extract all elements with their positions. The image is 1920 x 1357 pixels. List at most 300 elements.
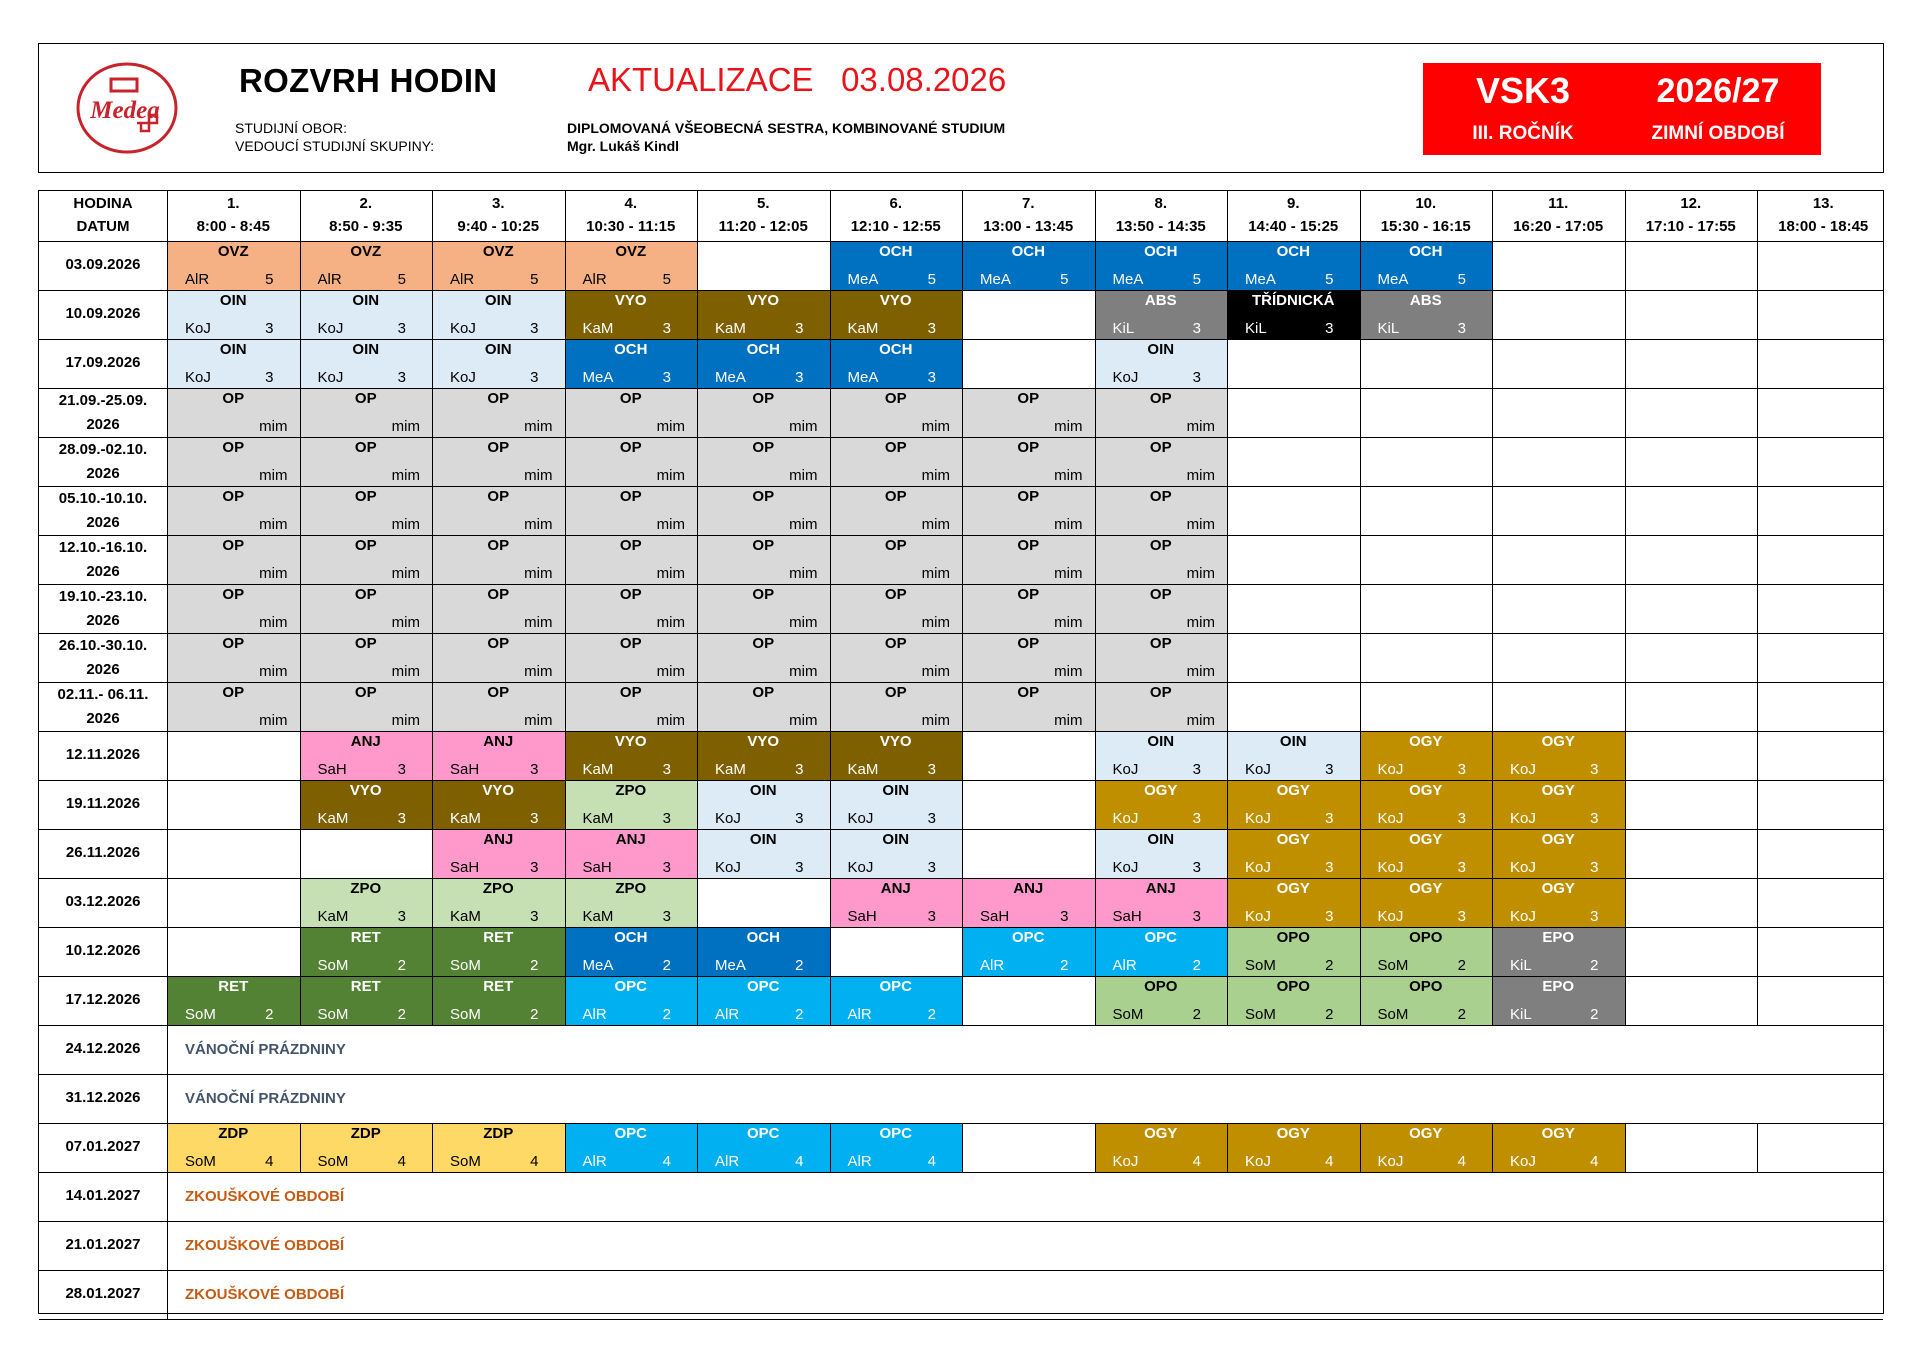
subject-code: OGY [1409,880,1443,897]
lesson-cell [300,878,433,927]
subject-code: OPC [746,1125,780,1142]
subject-code: OP [1149,439,1172,456]
date-line: 07.01.2027 [65,1138,141,1155]
teacher-code: KiL [1377,320,1400,337]
row-date [39,792,167,816]
hours-count: 3 [1192,369,1201,386]
subject-code: OIN [352,292,380,309]
location-note: mim [391,712,420,729]
lesson-cell [300,486,433,535]
period-time: 18:00 - 18:45 [1778,218,1869,235]
lesson-cell [565,829,698,878]
hours-count: 4 [1457,1153,1466,1170]
column-divider [1095,1123,1096,1172]
subject-code: OP [354,684,377,701]
date-line: 2026 [86,563,120,580]
period-number: 1. [226,195,240,212]
subject-code: RET [218,978,249,995]
location-note: mim [259,516,288,533]
subject-code: OP [752,586,775,603]
hours-count: 3 [530,859,539,876]
subject-code: OP [222,537,245,554]
date-line: 12.10.-16.10. [58,539,148,556]
hours-count: 3 [1192,859,1201,876]
teacher-code: KoJ [1112,810,1139,827]
row-divider [39,731,1883,732]
teacher-code: SoM [1245,1006,1276,1023]
lesson-cell [432,535,565,584]
location-note: mim [789,614,818,631]
date-line: 2026 [86,612,120,629]
row-date [39,487,167,535]
hours-count: 3 [927,908,936,925]
hours-count: 2 [1590,1006,1599,1023]
hours-count: 3 [265,369,274,386]
location-note: mim [1186,418,1215,435]
lesson-cell [432,437,565,486]
column-divider [1492,191,1493,1025]
lesson-cell [300,437,433,486]
subject-code: OP [1017,537,1040,554]
lesson-cell [432,976,565,1025]
teacher-code: KaM [317,810,349,827]
subject-code: OP [752,635,775,652]
teacher-code: AlR [847,1006,872,1023]
subject-code: OIN [219,341,247,358]
subject-code: OIN [1279,733,1307,750]
lesson-cell [697,339,830,388]
lesson-cell [565,339,698,388]
lesson-cell [830,780,963,829]
lesson-cell [300,290,433,339]
hours-count: 3 [1457,810,1466,827]
location-note: mim [259,663,288,680]
hours-count: 4 [1590,1153,1599,1170]
hours-count: 3 [1192,320,1201,337]
teacher-code: SoM [450,1006,481,1023]
hours-count: 3 [530,320,539,337]
subject-code: ZPO [615,782,647,799]
lesson-cell [1095,780,1228,829]
column-divider [1227,1123,1228,1172]
lesson-cell [697,682,830,731]
lesson-cell [830,290,963,339]
hours-count: 5 [265,271,274,288]
date-line: 14.01.2027 [65,1187,141,1204]
lesson-cell [962,584,1095,633]
location-note: mim [789,712,818,729]
row-divider [39,633,1883,634]
teacher-code: KaM [715,320,746,337]
subject-code: OPC [879,978,912,995]
row-divider [39,878,1883,879]
period-number: 9. [1286,195,1300,212]
lesson-cell [300,682,433,731]
row-divider [39,1221,1883,1222]
lesson-cell [697,633,830,682]
lesson-cell [1095,1123,1228,1172]
subject-code: RET [350,978,381,995]
teacher-code: KoJ [1377,810,1404,827]
lesson-cell [432,927,565,976]
lesson-cell [565,731,698,780]
subject-code: OPC [614,978,647,995]
subject-code: OP [619,684,642,701]
lesson-cell [1227,290,1360,339]
lesson-cell [1492,731,1625,780]
location-note: mim [1186,663,1215,680]
teacher-code: KoJ [1245,1153,1271,1170]
subject-code: OP [354,439,377,456]
subject-code: OP [619,390,642,407]
date-line: 19.11.2026 [65,795,141,812]
date-line: 03.09.2026 [65,256,141,273]
column-divider [1360,1123,1361,1172]
date-line: 26.10.-30.10. [58,637,148,654]
lesson-cell [1492,878,1625,927]
date-line: 2026 [86,416,120,433]
location-note: mim [391,614,420,631]
location-note: mim [789,467,818,484]
period-note: ZKOUŠKOVÉ OBDOBÍ [185,1286,345,1303]
row-divider [39,339,1883,340]
location-note: mim [921,614,950,631]
location-note: mim [1186,565,1215,582]
period-note: VÁNOČNÍ PRÁZDNINY [185,1090,346,1107]
lesson-cell [167,535,300,584]
subject-code: OVZ [482,243,514,260]
hours-count: 3 [1192,810,1201,827]
hours-count: 3 [1590,761,1599,778]
location-note: mim [391,467,420,484]
location-note: mim [524,467,553,484]
period-time: 13:00 - 13:45 [983,218,1074,235]
subject-code: OCH [1011,243,1045,260]
subject-code: OP [222,684,245,701]
header [38,43,1884,173]
hours-count: 3 [397,908,406,925]
teacher-code: SaH [450,761,480,778]
subject-code: OP [752,390,775,407]
teacher-code: AlR [1112,957,1137,974]
hours-count: 5 [1060,271,1069,288]
teacher-code: SoM [317,957,349,974]
subject-code: RET [350,929,381,946]
subject-code: OP [487,488,510,505]
date-line: 2026 [86,710,120,727]
lesson-cell [432,878,565,927]
location-note: mim [524,418,553,435]
badge-year: 2026/27 [1656,72,1780,110]
teacher-code: SaH [450,859,480,876]
hours-count: 3 [397,761,406,778]
location-note: mim [1186,516,1215,533]
hours-count: 2 [530,957,539,974]
location-note: mim [259,712,288,729]
teacher-code: SoM [317,1153,349,1170]
row-date [39,1282,167,1306]
subject-code: OCH [1409,243,1443,260]
teacher-code: KoJ [1112,369,1139,386]
subject-code: OGY [1541,831,1575,848]
lesson-cell [300,1123,433,1172]
hours-count: 3 [662,369,671,386]
hours-count: 4 [530,1153,539,1170]
column-divider [697,191,698,1025]
subject-code: EPO [1542,978,1575,995]
hours-count: 3 [397,810,406,827]
subject-code: OP [619,635,642,652]
hours-count: 2 [1457,957,1466,974]
lesson-cell [1360,780,1493,829]
lesson-cell [565,682,698,731]
row-divider [39,976,1883,977]
column-divider [565,1123,566,1172]
lesson-cell [1360,927,1493,976]
location-note: mim [1054,565,1083,582]
subject-code: OCH [614,929,648,946]
column-divider [300,1123,301,1172]
period-number: 7. [1021,195,1035,212]
lesson-cell [167,339,300,388]
subject-code: OP [752,488,775,505]
column-divider [830,1123,831,1172]
hours-count: 3 [1457,908,1466,925]
subject-code: RET [483,978,514,995]
hours-count: 3 [530,810,539,827]
lesson-cell [432,339,565,388]
lesson-cell [432,682,565,731]
location-note: mim [524,565,553,582]
column-divider [697,1123,698,1172]
row-divider [39,780,1883,781]
hours-count: 2 [795,957,804,974]
location-note: mim [1054,418,1083,435]
location-note: mim [391,565,420,582]
lesson-cell [962,535,1095,584]
lesson-cell [830,437,963,486]
hours-count: 3 [927,810,936,827]
subject-code: ABS [1144,292,1177,309]
logo-text: Medea [90,97,160,124]
row-divider [39,682,1883,683]
subject-code: OIN [352,341,380,358]
subject-code: OP [487,537,510,554]
subject-code: OGY [1409,733,1443,750]
lesson-cell [565,976,698,1025]
lesson-cell [1095,486,1228,535]
lesson-cell [565,878,698,927]
teacher-code: AlR [715,1006,740,1023]
subject-code: OP [1149,684,1172,701]
teacher-code: KiL [1510,957,1532,974]
period-number: 8. [1154,195,1167,212]
lesson-cell [565,535,698,584]
teacher-code: MeA [715,957,746,974]
badge-grade: III. ROČNÍK [1472,123,1574,144]
date-line: 2026 [86,661,120,678]
teacher-code: KaM [847,761,879,778]
subject-code: OP [1017,586,1040,603]
teacher-code: KoJ [1112,1153,1139,1170]
location-note: mim [259,467,288,484]
lesson-cell [830,388,963,437]
teacher-code: KoJ [1510,810,1536,827]
row-divider [39,1270,1883,1271]
subject-code: OVZ [350,243,382,260]
location-note: mim [1054,467,1083,484]
subject-code: OCH [879,243,913,260]
location-note: mim [1054,516,1083,533]
subject-code: ANJ [1013,880,1044,897]
subject-code: ZDP [218,1125,249,1142]
teacher-code: MeA [1377,271,1409,288]
subject-code: OP [884,537,907,554]
subject-code: OGY [1276,782,1310,799]
subject-code: ANJ [483,733,514,750]
subject-code: OP [354,586,377,603]
location-note: mim [524,712,553,729]
hours-count: 2 [1192,957,1201,974]
lesson-cell [697,486,830,535]
location-note: mim [1186,712,1215,729]
subject-code: OP [1017,684,1040,701]
location-note: mim [391,663,420,680]
subject-code: OP [222,586,245,603]
teacher-code: AlR [582,271,607,288]
hours-count: 5 [530,271,539,288]
row-date [39,634,167,682]
hours-count: 5 [1325,271,1334,288]
location-note: mim [656,467,685,484]
lesson-cell [300,731,433,780]
hours-count: 3 [1325,761,1334,778]
column-divider [565,191,566,1025]
lesson-cell [432,829,565,878]
column-divider [1492,1123,1493,1172]
subject-code: OP [1149,635,1172,652]
period-number: 5. [756,195,770,212]
lesson-cell [697,780,830,829]
lesson-cell [697,535,830,584]
teacher-code: KaM [582,810,614,827]
location-note: mim [789,565,818,582]
hours-count: 2 [1590,957,1599,974]
teacher-code: KoJ [1245,810,1271,827]
leader-value: Mgr. Lukáš Kindl [567,138,680,154]
lesson-cell [1360,878,1493,927]
subject-code: OGY [1541,782,1575,799]
lesson-cell [1227,878,1360,927]
teacher-code: MeA [847,369,879,386]
subject-code: ZPO [615,880,647,897]
leader-label: VEDOUCÍ STUDIJNÍ SKUPINY: [235,138,435,154]
teacher-code: SoM [450,1153,481,1170]
lesson-cell [962,388,1095,437]
lesson-cell [167,437,300,486]
subject-code: VYO [879,292,912,309]
date-line: 12.11.2026 [65,746,141,763]
subject-code: OP [1017,390,1040,407]
subject-code: VYO [482,782,515,799]
hours-count: 3 [662,320,671,337]
subject-code: OIN [882,782,910,799]
subject-code: OVZ [217,243,249,260]
column-divider [1360,191,1361,1025]
row-divider [39,290,1883,291]
row-divider [39,535,1883,536]
hours-count: 3 [795,859,804,876]
teacher-code: KoJ [1377,1153,1404,1170]
subject-code: OP [354,635,377,652]
subject-code: OPO [1276,929,1310,946]
lesson-cell [167,486,300,535]
subject-code: OP [222,439,245,456]
lesson-cell [167,290,300,339]
hours-count: 2 [1325,1006,1334,1023]
row-divider [39,1172,1883,1173]
teacher-code: KoJ [185,320,211,337]
teacher-code: KoJ [1245,761,1271,778]
badge-group: VSK3 [1475,70,1571,111]
lesson-cell [565,388,698,437]
teacher-code: KoJ [1510,859,1536,876]
teacher-code: SaH [980,908,1010,925]
lesson-cell [300,780,433,829]
subject-code: OIN [882,831,910,848]
lesson-cell [432,584,565,633]
lesson-cell [300,388,433,437]
lesson-cell [432,388,565,437]
timetable [38,190,1884,1314]
teacher-code: AlR [582,1006,607,1023]
lesson-cell [1227,731,1360,780]
hours-count: 3 [1192,908,1201,925]
location-note: mim [1054,614,1083,631]
row-date [39,389,167,437]
subject-code: OP [487,684,510,701]
lesson-cell [1095,927,1228,976]
hours-count: 3 [795,761,804,778]
subject-code: OP [752,537,775,554]
subject-code: OP [884,684,907,701]
hours-count: 3 [1325,320,1334,337]
teacher-code: KaM [317,908,349,925]
hours-count: 4 [662,1153,671,1170]
row-date [39,890,167,914]
lesson-cell [300,927,433,976]
subject-code: OCH [1144,243,1178,260]
lesson-cell [1227,927,1360,976]
hours-count: 3 [795,320,804,337]
hours-count: 3 [1590,908,1599,925]
hours-count: 3 [1325,859,1334,876]
hours-count: 2 [265,1006,274,1023]
lesson-cell [962,241,1095,290]
column-divider [962,1123,963,1172]
lesson-cell [167,388,300,437]
subject-code: OCH [746,929,780,946]
lesson-cell [1227,1123,1360,1172]
lesson-cell [432,633,565,682]
lesson-cell [432,731,565,780]
teacher-code: KoJ [185,369,211,386]
subject-code: OP [1017,635,1040,652]
subject-code: OP [1149,390,1172,407]
teacher-code: KoJ [1377,908,1404,925]
hours-count: 3 [1325,810,1334,827]
hours-count: 3 [927,369,936,386]
